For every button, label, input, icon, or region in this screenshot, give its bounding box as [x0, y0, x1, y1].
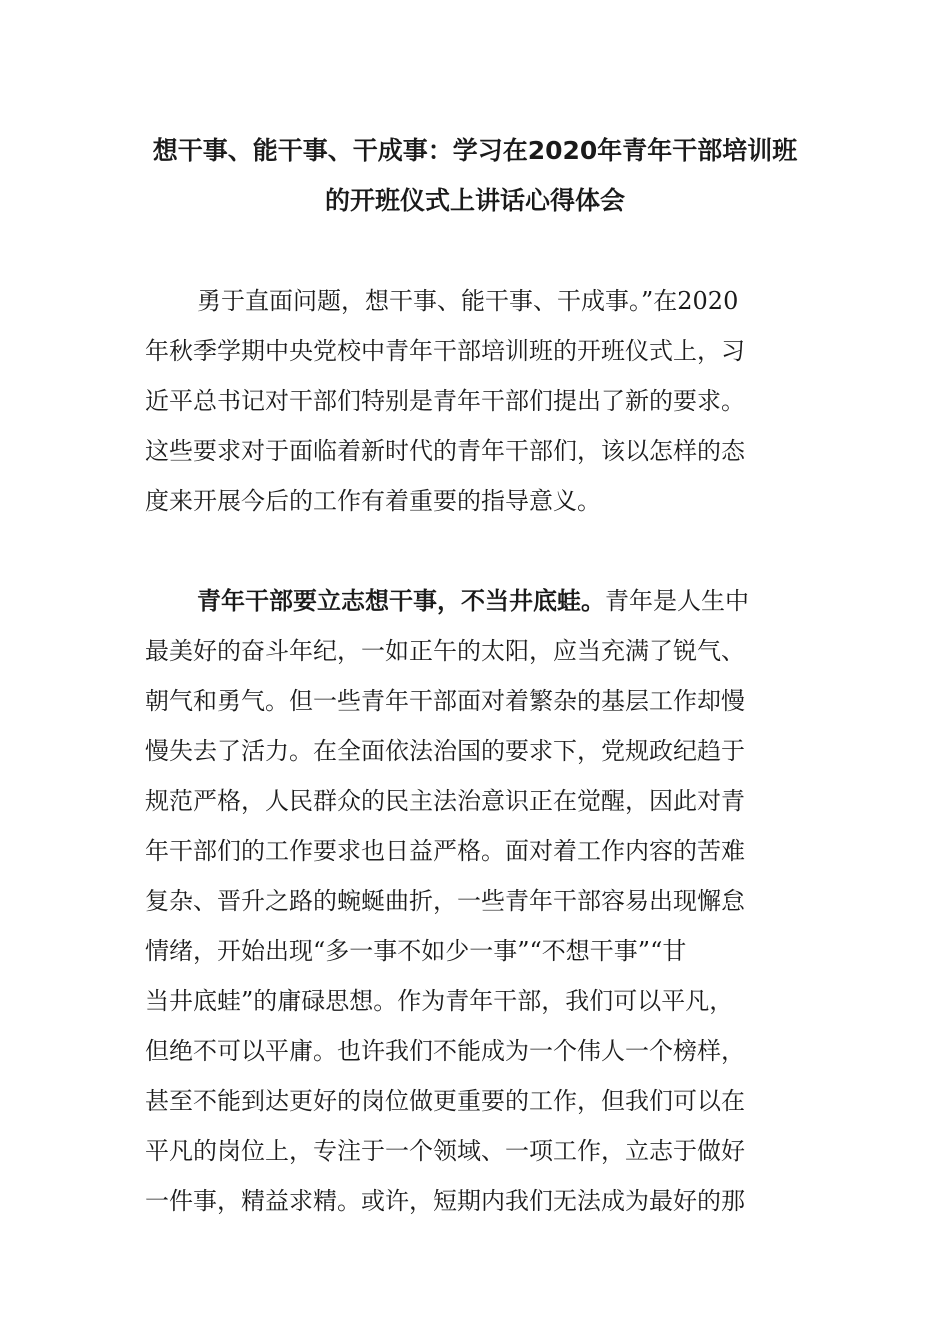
title-line: 想干事、能干事、干成事：学习在2020年青年干部培训班 — [152, 136, 798, 165]
paragraph-line: 一件事，精益求精。或许，短期内我们无法成为最好的那 — [145, 1187, 745, 1215]
paragraph-line: 这些要求对于面临着新时代的青年干部们，该以怎样的态 — [145, 437, 745, 465]
paragraph-line — [145, 576, 805, 626]
paragraph-line: 甚至不能到达更好的岗位做更重要的工作，但我们可以在 — [145, 1087, 745, 1115]
paragraph-line: 近平总书记对干部们特别是青年干部们提出了新的要求。 — [145, 387, 745, 415]
paragraph-line: 度来开展今后的工作有着重要的指导意义。 — [145, 487, 601, 515]
paragraph-line: 朝气和勇气。但一些青年干部面对着繁杂的基层工作却慢 — [145, 687, 745, 715]
paragraph-line: 年秋季学期中央党校中青年干部培训班的开班仪式上，习 — [145, 337, 745, 365]
paragraph-line: 当井底蛙”的庸碌思想。作为青年干部，我们可以平凡， — [145, 987, 734, 1015]
paragraph-line-rest: 青年是人生中 — [605, 587, 749, 615]
paragraph-line: 平凡的岗位上，专注于一个领域、一项工作，立志于做好 — [145, 1137, 745, 1165]
paragraph-line: 勇于直面问题，想干事、能干事、干成事。”在2020 — [197, 287, 739, 315]
paragraph-line: 复杂、晋升之路的蜿蜒曲折，一些青年干部容易出现懈怠 — [145, 887, 745, 915]
paragraph-line: 年干部们的工作要求也日益严格。面对着工作内容的苦难 — [145, 837, 745, 865]
document-title — [120, 126, 830, 226]
paragraph-line: 但绝不可以平庸。也许我们不能成为一个伟人一个榜样， — [145, 1037, 745, 1065]
paragraph-intro — [145, 276, 805, 526]
section-heading: 青年干部要立志想干事，不当井底蛙。 — [197, 587, 605, 615]
paragraph-section-1 — [145, 576, 805, 1226]
paragraph-line: 规范严格，人民群众的民主法治意识正在觉醒，因此对青 — [145, 787, 745, 815]
title-line: 的开班仪式上讲话心得体会 — [324, 186, 625, 215]
paragraph-line: 最美好的奋斗年纪，一如正午的太阳，应当充满了锐气、 — [145, 637, 745, 665]
paragraph-line: 情绪，开始出现“多一事不如少一事”“不想干事”“甘 — [145, 937, 687, 965]
paragraph-line: 慢失去了活力。在全面依法治国的要求下，党规政纪趋于 — [145, 737, 745, 765]
